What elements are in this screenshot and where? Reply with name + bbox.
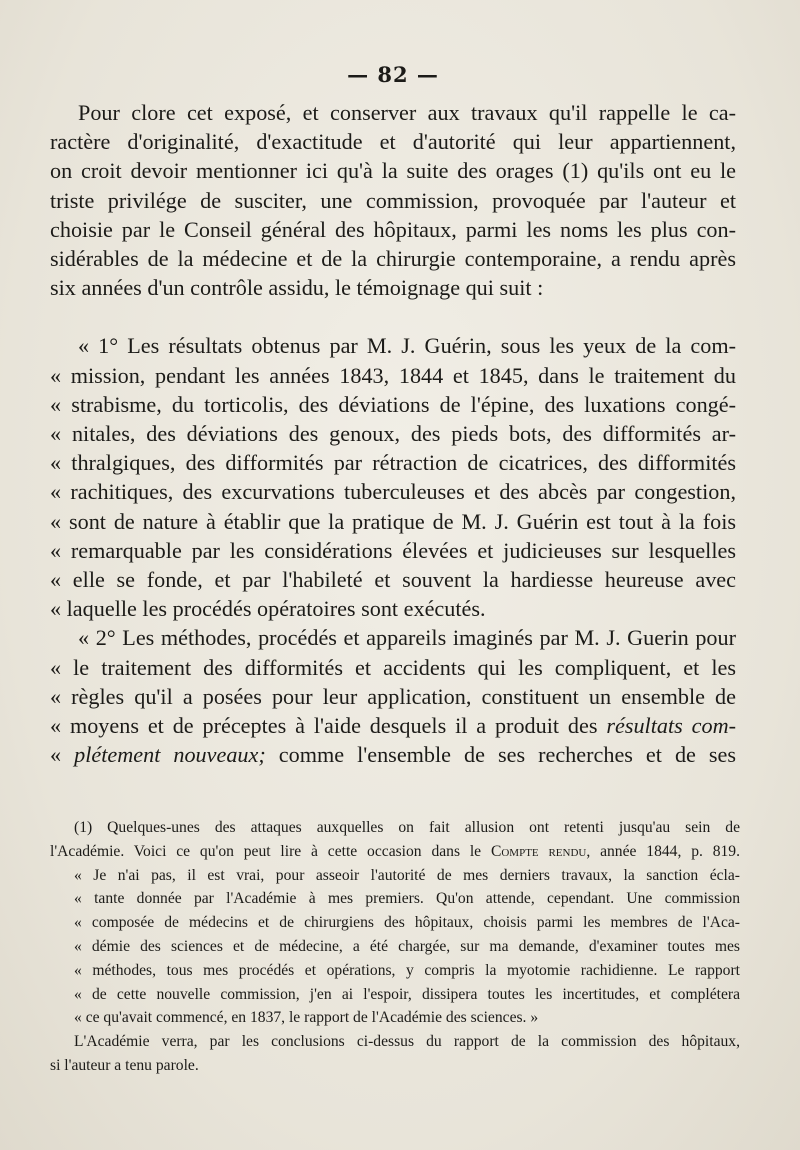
text-line: six années d'un contrôle assidu, le témoignage qui suit : [50,275,544,301]
text-line: « 1° Les résultats obtenus par M. J. Guérin, sous les yeux de la com- [78,333,736,359]
text-line: « 2° Les méthodes, procédés et appareils imaginés par M. J. Guerin pour [78,625,736,651]
footnote-line [50,840,740,864]
text-line: « thralgiques, des difformités par rétraction de cicatrices, des difformités [50,450,736,476]
text-line [50,740,736,769]
footnotes [50,816,740,1078]
footnote-line: « composée de médecins et de chirurgiens des hôpitaux, choisis parmi les membres de l'Aca- [74,914,740,932]
text-line: « remarquable par les considérations élevées et judicieuses sur lesquelles [50,537,736,563]
footnote-line: (1) Quelques-unes des attaques auxquelles on fait allusion ont retenti jusqu'au sein de [74,819,740,836]
text-fragment: « [50,742,75,768]
text-line: « laquelle les procédés opératoires sont exécutés. [50,596,486,622]
italic-fragment: résultats com- [606,713,736,739]
journal-title: Compte rendu [490,842,587,860]
text-line: choisie par le Conseil général des hôpitaux, parmi les noms les plus con- [50,216,736,242]
text-line: « nitales, des déviations des genoux, des pieds bots, des difformités ar- [50,421,736,447]
page-number: — 82 — [347,62,439,87]
text-line [50,711,736,740]
footnote-line: « tante donnée par l'Académie à mes premiers. Qu'on attende, cependant. Une commission [74,890,740,908]
intro-paragraph [50,98,736,302]
footnote-line: « démie des sciences et de médecine, a été chargée, sur ma demande, d'examiner toutes mes [74,937,740,955]
text-line: « rachitiques, des excurvations tuberculeuses et des abcès par congestion, [50,479,736,505]
italic-fragment: plétement nouveaux; [74,742,266,768]
text-line: « sont de nature à établir que la pratique de M. J. Guérin est tout à la fois [50,508,736,534]
main-text [50,98,736,769]
text-line: « règles qu'il a posées pour leur application, constituent un ensemble de [50,683,736,709]
footnote-line: « méthodes, tous mes procédés et opérations, y compris la myotomie rachidienne. Le rapport [74,961,740,979]
footnote-line: « de cette nouvelle commission, j'en ai l'espoir, dissipera toutes les incertitudes, et complétera [74,985,740,1003]
quote-paragraph-2 [50,623,736,769]
text-line: triste privilége de susciter, une commission, provoquée par l'auteur et [50,187,736,213]
footnote-line: si l'auteur a tenu parole. [50,1056,199,1074]
text-line: « le traitement des difformités et accidents qui les compliquent, et les [50,654,736,680]
text-line: Pour clore cet exposé, et conserver aux travaux qu'il rappelle le ca- [78,100,736,125]
text-line: « elle se fonde, et par l'habileté et souvent la hardiesse heureuse avec [50,567,736,593]
text-line: on croit devoir mentionner ici qu'à la suite des orages (1) qu'ils ont eu le [50,158,736,184]
footnote-line: « ce qu'avait commencé, en 1837, le rapport de l'Académie des sciences. » [74,1009,539,1027]
text-line: sidérables de la médecine et de la chirurgie contemporaine, a rendu après [50,246,736,272]
footnote-line: L'Académie verra, par les conclusions ci-dessus du rapport de la commission des hôpitaux, [74,1033,740,1051]
quote-paragraph-1 [50,331,736,623]
text-fragment: comme l'ensemble de ses recherches et de ses [265,742,737,768]
footnote-line: « Je n'ai pas, il est vrai, pour asseoir l'autorité de mes derniers travaux, la sanction écla- [74,866,740,884]
text-fragment: l'Académie. Voici ce qu'on peut lire à cette occasion dans le [50,842,482,860]
text-line: ractère d'originalité, d'exactitude et d'autorité qui leur appartiennent, [50,129,736,155]
text-fragment: , année 1844, p. 819. [586,842,741,860]
text-line: « strabisme, du torticolis, des déviations de l'épine, des luxations congé- [50,391,736,417]
text-fragment: « moyens et de préceptes à l'aide desquels il a produit des [50,713,598,739]
text-line: « mission, pendant les années 1843, 1844 et 1845, dans le traitement du [50,362,736,388]
